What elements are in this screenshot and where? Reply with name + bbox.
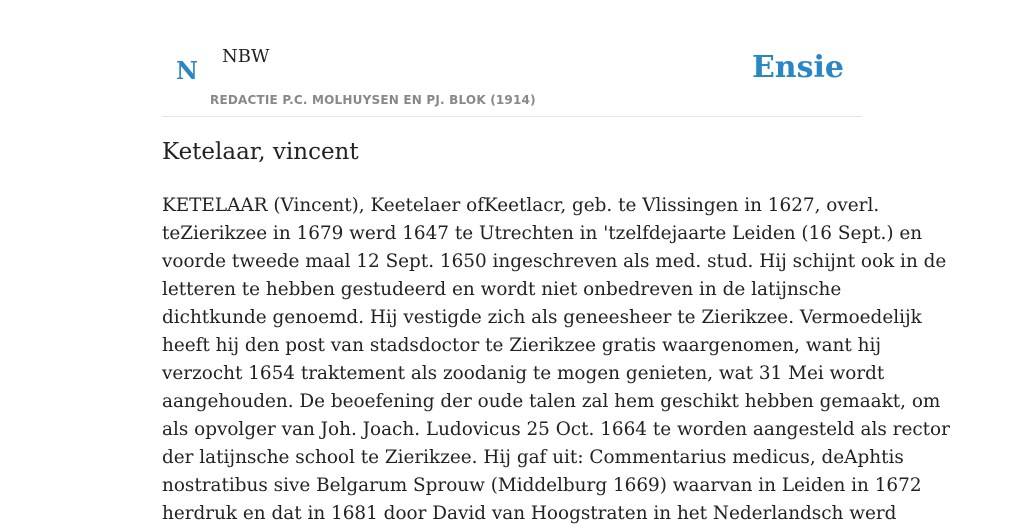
brand-logo[interactable]: Ensie	[751, 50, 844, 85]
article-line: als opvolger van Joh. Joach. Ludovicus 25 Oct. 1664 te worden aangesteld als rector	[162, 419, 950, 440]
article-line: teZierikzee in 1679 werd 1647 te Utrechten in 'tzelfdejaarte Leiden (16 Sept.) en	[162, 223, 923, 244]
article-line: KETELAAR (Vincent), Keetelaer ofKeetlacr, geb. te Vlissingen in 1627, overl.	[162, 195, 880, 216]
source-logo[interactable]: N	[176, 56, 198, 85]
article-line: voorde tweede maal 12 Sept. 1650 ingeschreven als med. stud. Hij schijnt ook in de	[162, 251, 947, 272]
article-line: der latijnsche school te Zierikzee. Hij gaf uit: Commentarius medicus, deAphtis	[162, 447, 904, 468]
article-title: Ketelaar, vincent	[162, 139, 359, 165]
article-line: letteren te hebben gestudeerd en wordt niet onbedreven in de latijnsche	[162, 279, 842, 300]
article-line: aangehouden. De beoefening der oude talen zal hem geschikt hebben gemaakt, om	[162, 391, 941, 412]
source-subtitle: REDACTIE P.C. MOLHUYSEN EN PJ. BLOK (1914)	[210, 93, 536, 107]
article-line: dichtkunde genoemd. Hij vestigde zich als geneesheer te Zierikzee. Vermoedelijk	[162, 307, 922, 328]
article-line: verzocht 1654 traktement als zoodanig te mogen genieten, wat 31 Mei wordt	[162, 363, 885, 384]
article-line: heeft hij den post van stadsdoctor te Zierikzee gratis waargenomen, want hij	[162, 335, 882, 356]
article-body	[162, 192, 950, 528]
source-title[interactable]: NBW	[222, 46, 270, 67]
page-header	[162, 0, 862, 117]
article-line: herdruk en dat in 1681 door David van Hoogstraten in het Nederlandsch werd	[162, 503, 897, 524]
article-line: nostratibus sive Belgarum Sprouw (Middelburg 1669) waarvan in Leiden in 1672	[162, 475, 922, 496]
